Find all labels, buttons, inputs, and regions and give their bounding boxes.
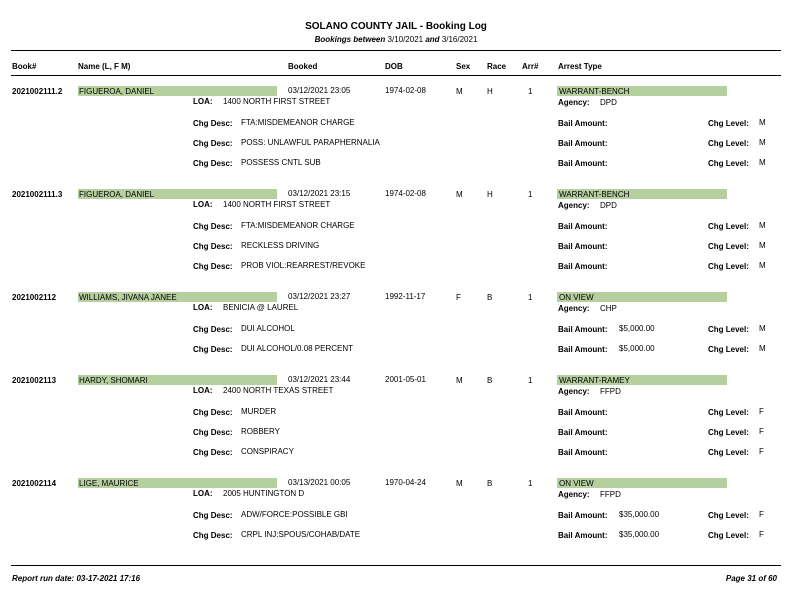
chg-level-value: M [759, 241, 766, 250]
arrest-type-text: WARRANT-BENCH [559, 190, 630, 199]
arrest-type [557, 189, 727, 199]
report-subtitle [0, 35, 792, 44]
chg-desc-value: RECKLESS DRIVING [241, 241, 320, 250]
col-booked: Booked [288, 62, 318, 71]
bail-amount-label: Bail Amount: [558, 448, 608, 457]
chg-level-value: F [759, 427, 764, 436]
agency-value: FFPD [600, 490, 621, 499]
arrest-type-text: ON VIEW [559, 479, 594, 488]
chg-level-value: M [759, 261, 766, 270]
date-of-birth: 1974-02-08 [385, 189, 426, 198]
inmate-name [78, 86, 277, 96]
loa-value: 1400 NORTH FIRST STREET [223, 97, 331, 106]
bail-amount-label: Bail Amount: [558, 119, 608, 128]
book-number: 2021002111.2 [12, 87, 63, 96]
chg-desc-label: Chg Desc: [193, 345, 233, 354]
booked-datetime: 03/12/2021 23:27 [288, 292, 351, 301]
bail-amount-value: $5,000.00 [619, 344, 655, 353]
col-arrest-type: Arrest Type [558, 62, 602, 71]
agency-value: FFPD [600, 387, 621, 396]
chg-level-label: Chg Level: [708, 139, 749, 148]
booked-datetime: 03/13/2021 00:05 [288, 478, 351, 487]
chg-level-value: F [759, 530, 764, 539]
bail-amount-value: $5,000.00 [619, 324, 655, 333]
bail-amount-label: Bail Amount: [558, 159, 608, 168]
loa-label: LOA: [193, 97, 213, 106]
bail-amount-label: Bail Amount: [558, 511, 608, 520]
loa-value: 1400 NORTH FIRST STREET [223, 200, 331, 209]
booked-datetime: 03/12/2021 23:15 [288, 189, 351, 198]
chg-level-value: F [759, 510, 764, 519]
chg-desc-value: PROB VIOL:REARREST/REVOKE [241, 261, 366, 270]
arrest-type [557, 86, 727, 96]
report-title: SOLANO COUNTY JAIL - Booking Log [305, 21, 487, 32]
loa-label: LOA: [193, 200, 213, 209]
sex: M [456, 479, 463, 488]
arrest-type [557, 292, 727, 302]
booked-datetime: 03/12/2021 23:44 [288, 375, 351, 384]
agency-value: CHP [600, 304, 617, 313]
chg-level-value: M [759, 344, 766, 353]
chg-desc-value: FTA:MISDEMEANOR CHARGE [241, 118, 355, 127]
header-bottom-rule [11, 75, 781, 76]
bail-amount-label: Bail Amount: [558, 222, 608, 231]
book-number: 2021002113 [12, 376, 57, 385]
chg-level-value: M [759, 221, 766, 230]
chg-desc-value: MURDER [241, 407, 277, 416]
arrest-number: 1 [528, 190, 533, 199]
arrest-number: 1 [528, 479, 533, 488]
chg-level-label: Chg Level: [708, 159, 749, 168]
chg-desc-label: Chg Desc: [193, 222, 233, 231]
booked-datetime: 03/12/2021 23:05 [288, 86, 351, 95]
chg-desc-value: FTA:MISDEMEANOR CHARGE [241, 221, 355, 230]
inmate-name [78, 478, 277, 488]
bail-amount-label: Bail Amount: [558, 531, 608, 540]
chg-desc-label: Chg Desc: [193, 511, 233, 520]
loa-value: 2400 NORTH TEXAS STREET [223, 386, 334, 395]
race: B [487, 376, 493, 385]
chg-desc-value: CRPL INJ:SPOUS/COHAB/DATE [241, 530, 361, 539]
chg-desc-value: CONSPIRACY [241, 447, 294, 456]
col-dob: DOB [385, 62, 403, 71]
chg-desc-label: Chg Desc: [193, 408, 233, 417]
chg-desc-value: POSS: UNLAWFUL PARAPHERNALIA [241, 138, 380, 147]
report-run-date: Report run date: 03-17-2021 17:16 [12, 574, 141, 583]
chg-level-label: Chg Level: [708, 448, 749, 457]
chg-level-value: M [759, 118, 766, 127]
arrest-type-text: WARRANT-BENCH [559, 87, 630, 96]
bail-amount-label: Bail Amount: [558, 428, 608, 437]
col-name: Name (L, F M) [78, 62, 131, 71]
date-of-birth: 1970-04-24 [385, 478, 426, 487]
sex: M [456, 190, 463, 199]
inmate-name [78, 292, 277, 302]
bail-amount-label: Bail Amount: [558, 262, 608, 271]
arrest-number: 1 [528, 293, 533, 302]
chg-desc-label: Chg Desc: [193, 325, 233, 334]
start-date: 3/10/2021 [387, 35, 424, 44]
chg-level-label: Chg Level: [708, 242, 749, 251]
chg-level-value: F [759, 407, 764, 416]
chg-level-label: Chg Level: [708, 428, 749, 437]
sex: M [456, 87, 463, 96]
bail-amount-label: Bail Amount: [558, 325, 608, 334]
chg-level-label: Chg Level: [708, 262, 749, 271]
book-number: 2021002114 [12, 479, 57, 488]
bail-amount-label: Bail Amount: [558, 139, 608, 148]
chg-level-value: F [759, 447, 764, 456]
agency-label: Agency: [558, 387, 590, 396]
bail-amount-label: Bail Amount: [558, 408, 608, 417]
loa-label: LOA: [193, 489, 213, 498]
agency-label: Agency: [558, 304, 590, 313]
bail-amount-label: Bail Amount: [558, 345, 608, 354]
loa-label: LOA: [193, 303, 213, 312]
chg-desc-label: Chg Desc: [193, 119, 233, 128]
chg-desc-value: POSSESS CNTL SUB [241, 158, 321, 167]
inmate-name [78, 375, 277, 385]
agency-label: Agency: [558, 98, 590, 107]
loa-value: 2005 HUNTINGTON D [223, 489, 305, 498]
chg-desc-label: Chg Desc: [193, 428, 233, 437]
subtitle-and: and [425, 35, 440, 44]
arrest-number: 1 [528, 376, 533, 385]
subtitle-prefix: Bookings between [314, 35, 386, 44]
sex: F [456, 293, 461, 302]
inmate-name-text: WILLIAMS, JIVANA JANEE [79, 293, 177, 302]
col-arr: Arr# [522, 62, 539, 71]
agency-value: DPD [600, 98, 617, 107]
inmate-name-text: LIGE, MAURICE [79, 479, 139, 488]
chg-level-label: Chg Level: [708, 531, 749, 540]
race: H [487, 190, 493, 199]
footer-rule [11, 565, 781, 566]
race: H [487, 87, 493, 96]
chg-desc-value: DUI ALCOHOL/0.08 PERCENT [241, 344, 354, 353]
page-number: Page 31 of 60 [725, 574, 777, 583]
chg-desc-value: ADW/FORCE:POSSIBLE GBI [241, 510, 348, 519]
book-number: 2021002111.3 [12, 190, 63, 199]
arrest-type-text: ON VIEW [559, 293, 594, 302]
end-date: 3/16/2021 [441, 35, 478, 44]
chg-desc-value: DUI ALCOHOL [241, 324, 295, 333]
arrest-type [557, 375, 727, 385]
arrest-type [557, 478, 727, 488]
inmate-name-text: FIGUEROA, DANIEL [79, 190, 155, 199]
chg-level-value: M [759, 138, 766, 147]
chg-desc-label: Chg Desc: [193, 242, 233, 251]
chg-level-label: Chg Level: [708, 408, 749, 417]
chg-level-label: Chg Level: [708, 345, 749, 354]
col-sex: Sex [456, 62, 471, 71]
chg-desc-label: Chg Desc: [193, 159, 233, 168]
agency-value: DPD [600, 201, 617, 210]
inmate-name [78, 189, 277, 199]
date-of-birth: 2001-05-01 [385, 375, 426, 384]
chg-level-label: Chg Level: [708, 325, 749, 334]
agency-label: Agency: [558, 201, 590, 210]
chg-desc-label: Chg Desc: [193, 531, 233, 540]
chg-desc-label: Chg Desc: [193, 139, 233, 148]
bail-amount-value: $35,000.00 [619, 510, 660, 519]
race: B [487, 479, 493, 488]
loa-label: LOA: [193, 386, 213, 395]
chg-level-value: M [759, 158, 766, 167]
inmate-name-text: HARDY, SHOMARI [79, 376, 148, 385]
arrest-type-text: WARRANT-RAMEY [559, 376, 630, 385]
bail-amount-value: $35,000.00 [619, 530, 660, 539]
chg-desc-label: Chg Desc: [193, 448, 233, 457]
header-top-rule [11, 50, 781, 51]
chg-level-value: M [759, 324, 766, 333]
book-number: 2021002112 [12, 293, 57, 302]
sex: M [456, 376, 463, 385]
chg-level-label: Chg Level: [708, 511, 749, 520]
col-book: Book# [12, 62, 37, 71]
loa-value: BENICIA @ LAUREL [223, 303, 299, 312]
chg-level-label: Chg Level: [708, 119, 749, 128]
race: B [487, 293, 493, 302]
agency-label: Agency: [558, 490, 590, 499]
date-of-birth: 1992-11-17 [385, 292, 426, 301]
chg-desc-label: Chg Desc: [193, 262, 233, 271]
chg-desc-value: ROBBERY [241, 427, 280, 436]
arrest-number: 1 [528, 87, 533, 96]
chg-level-label: Chg Level: [708, 222, 749, 231]
col-race: Race [487, 62, 507, 71]
bail-amount-label: Bail Amount: [558, 242, 608, 251]
date-of-birth: 1974-02-08 [385, 86, 426, 95]
inmate-name-text: FIGUEROA, DANIEL [79, 87, 155, 96]
